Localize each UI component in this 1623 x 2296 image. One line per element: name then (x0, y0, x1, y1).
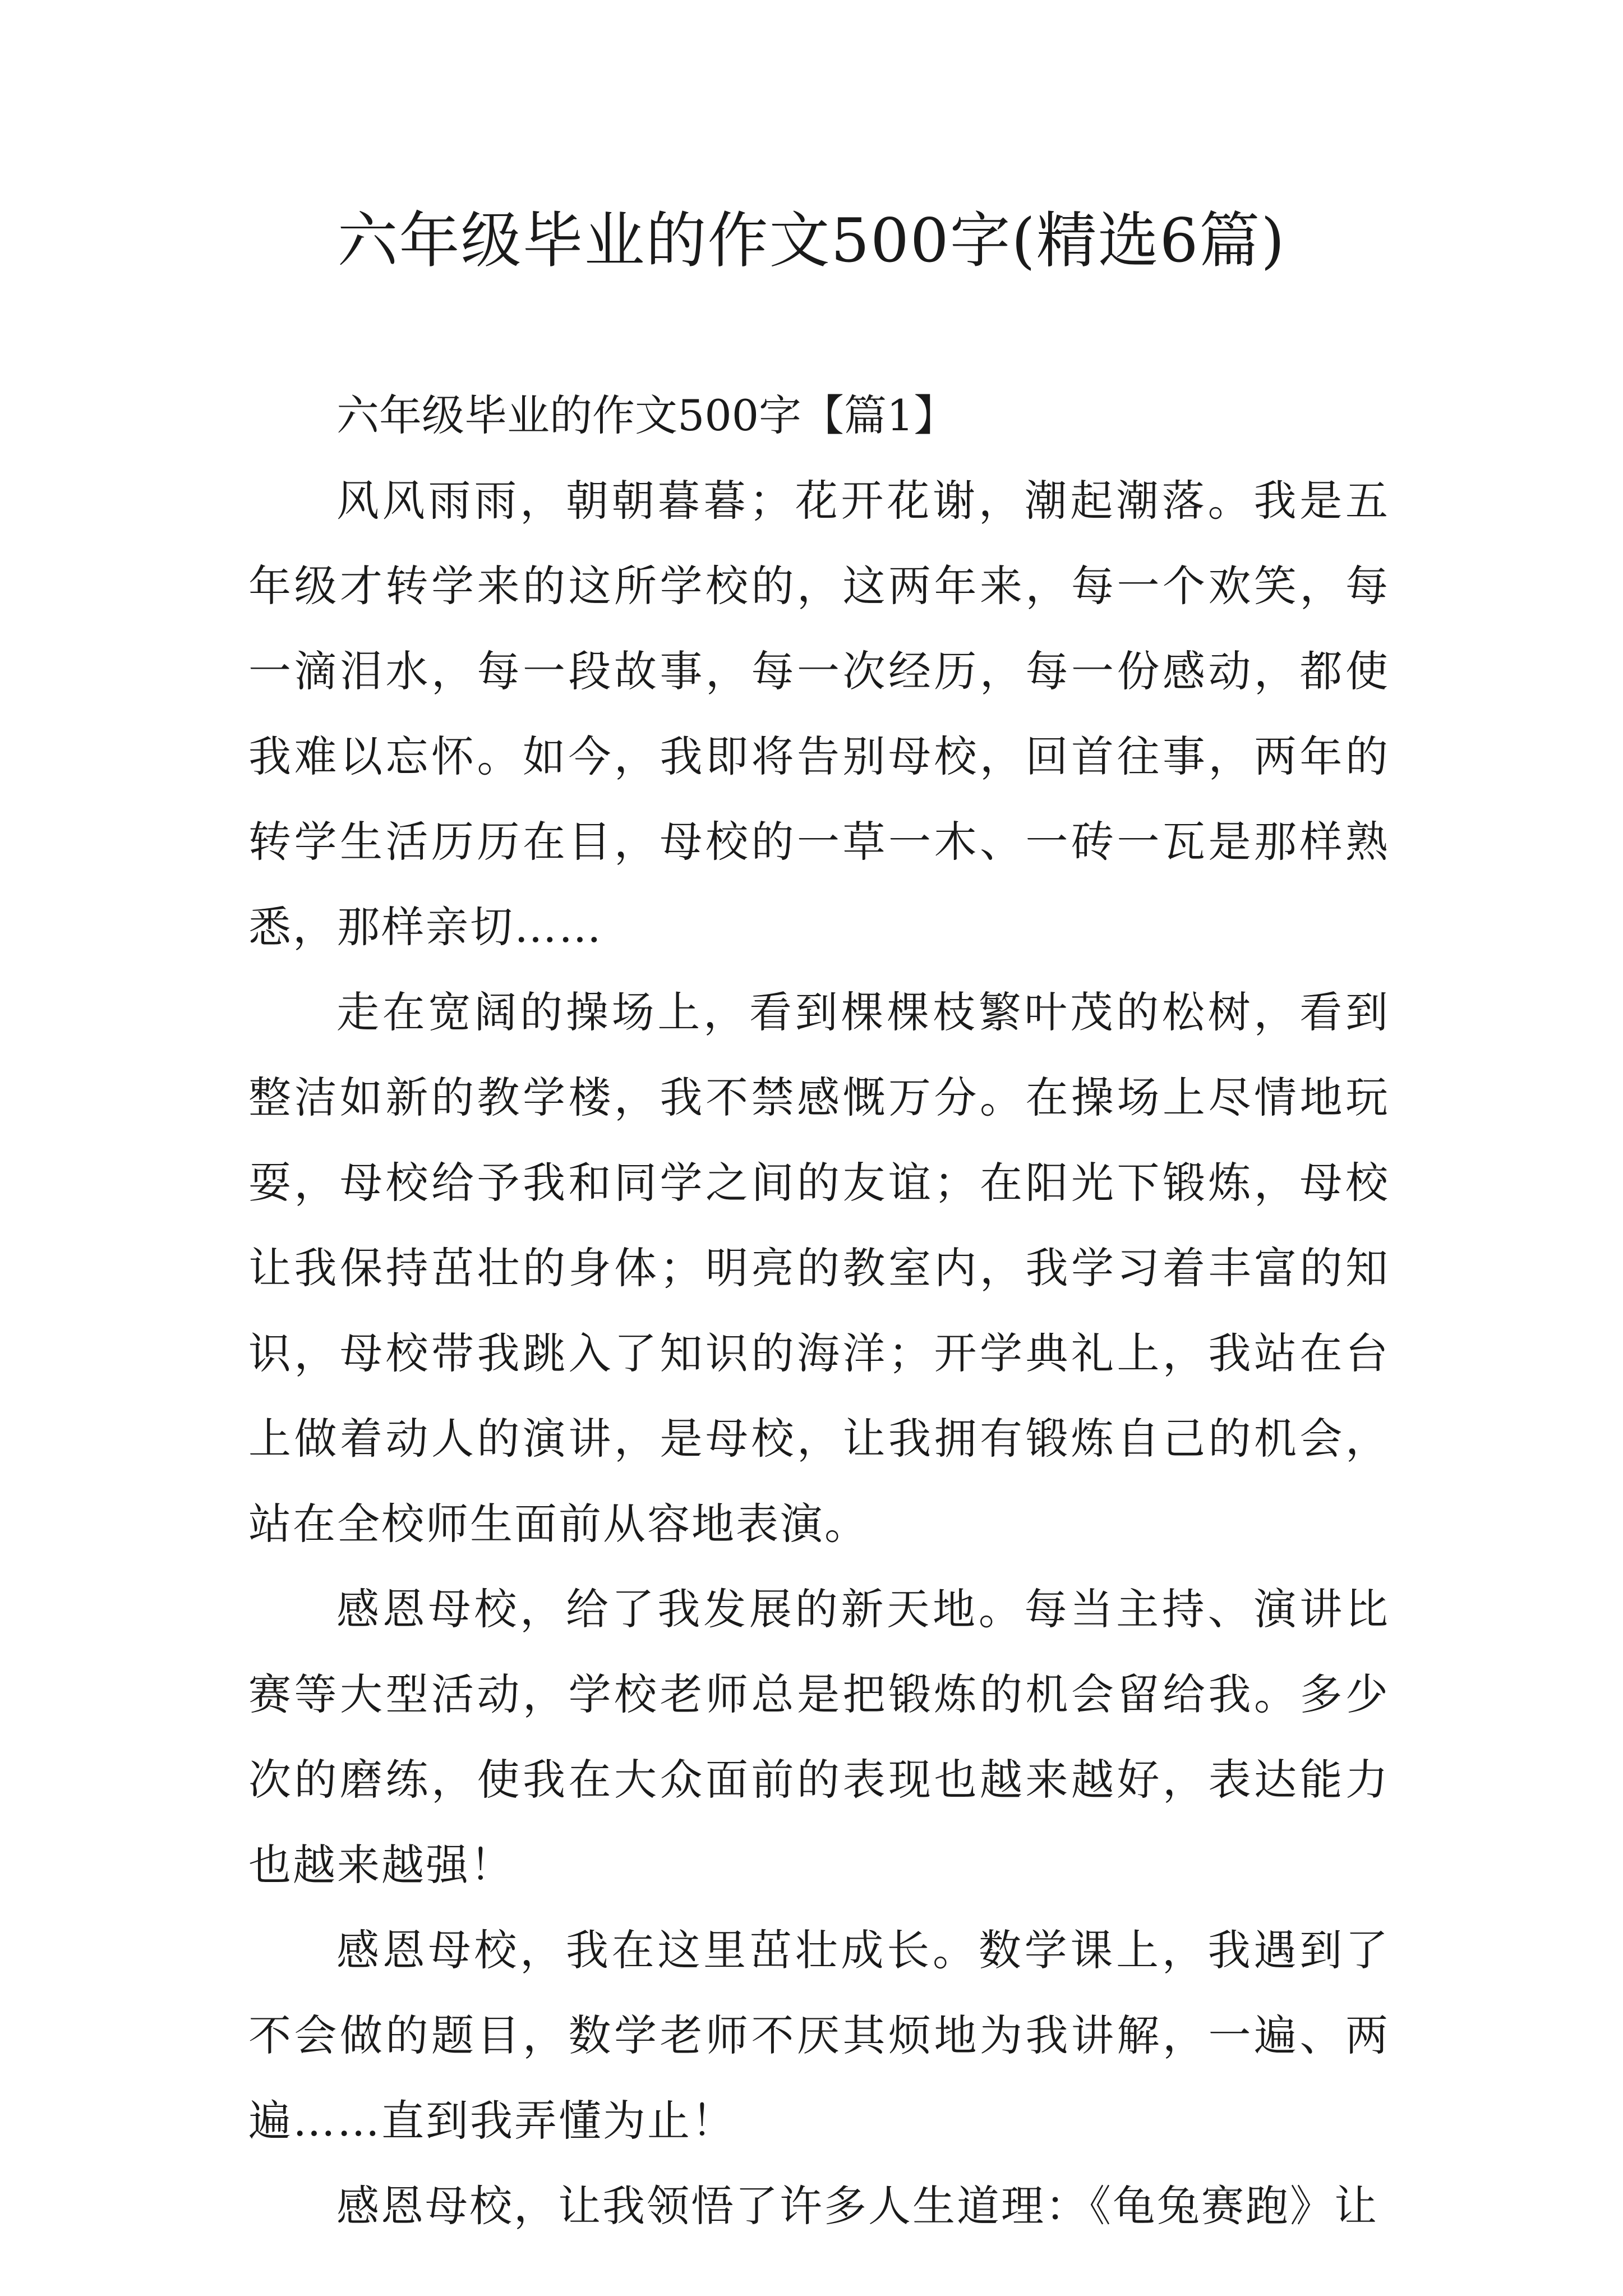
paragraph-3: 感恩母校，给了我发展的新天地。每当主持、演讲比赛等大型活动，学校老师总是把锻炼的机会留给我。多少次的磨练，使我在大众面前的表现也越来越好，表达能力也越来越强！ (248, 1584, 1390, 1890)
paragraph-1: 风风雨雨，朝朝暮暮；花开花谢，潮起潮落。我是五年级才转学来的这所学校的，这两年来，每一个欢笑，每一滴泪水，每一段故事，每一次经历，每一份感动，都使我难以忘怀。如今，我即将告别母校，回首往事，两年的转学生活历历在目，母校的一草一木、一砖一瓦是那样熟悉，那样亲切…… (248, 476, 1390, 952)
paragraph-4: 感恩母校，我在这里茁壮成长。数学课上，我遇到了不会做的题目，数学老师不厌其烦地为我讲解，一遍、两遍……直到我弄懂为止！ (248, 1925, 1390, 2146)
paragraph-2: 走在宽阔的操场上，看到棵棵枝繁叶茂的松树，看到整洁如新的教学楼，我不禁感慨万分。在操场上尽情地玩耍，母校给予我和同学之间的友谊；在阳光下锻炼，母校让我保持茁壮的身体；明亮的教室内，我学习着丰富的知识，母校带我跳入了知识的海洋；开学典礼上，我站在台上做着动人的演讲，是母校，让我拥有锻炼自己的机会，站在全校师生面前从容地表演。 (248, 987, 1390, 1549)
document-title: 六年级毕业的作文500字(精选6篇) (337, 206, 1286, 276)
section-heading: 六年级毕业的作文500字【篇1】 (336, 390, 957, 440)
document-body (248, 373, 1390, 2249)
paragraph-5: 感恩母校，让我领悟了许多人生道理：《龟兔赛跑》让 (336, 2181, 1378, 2231)
